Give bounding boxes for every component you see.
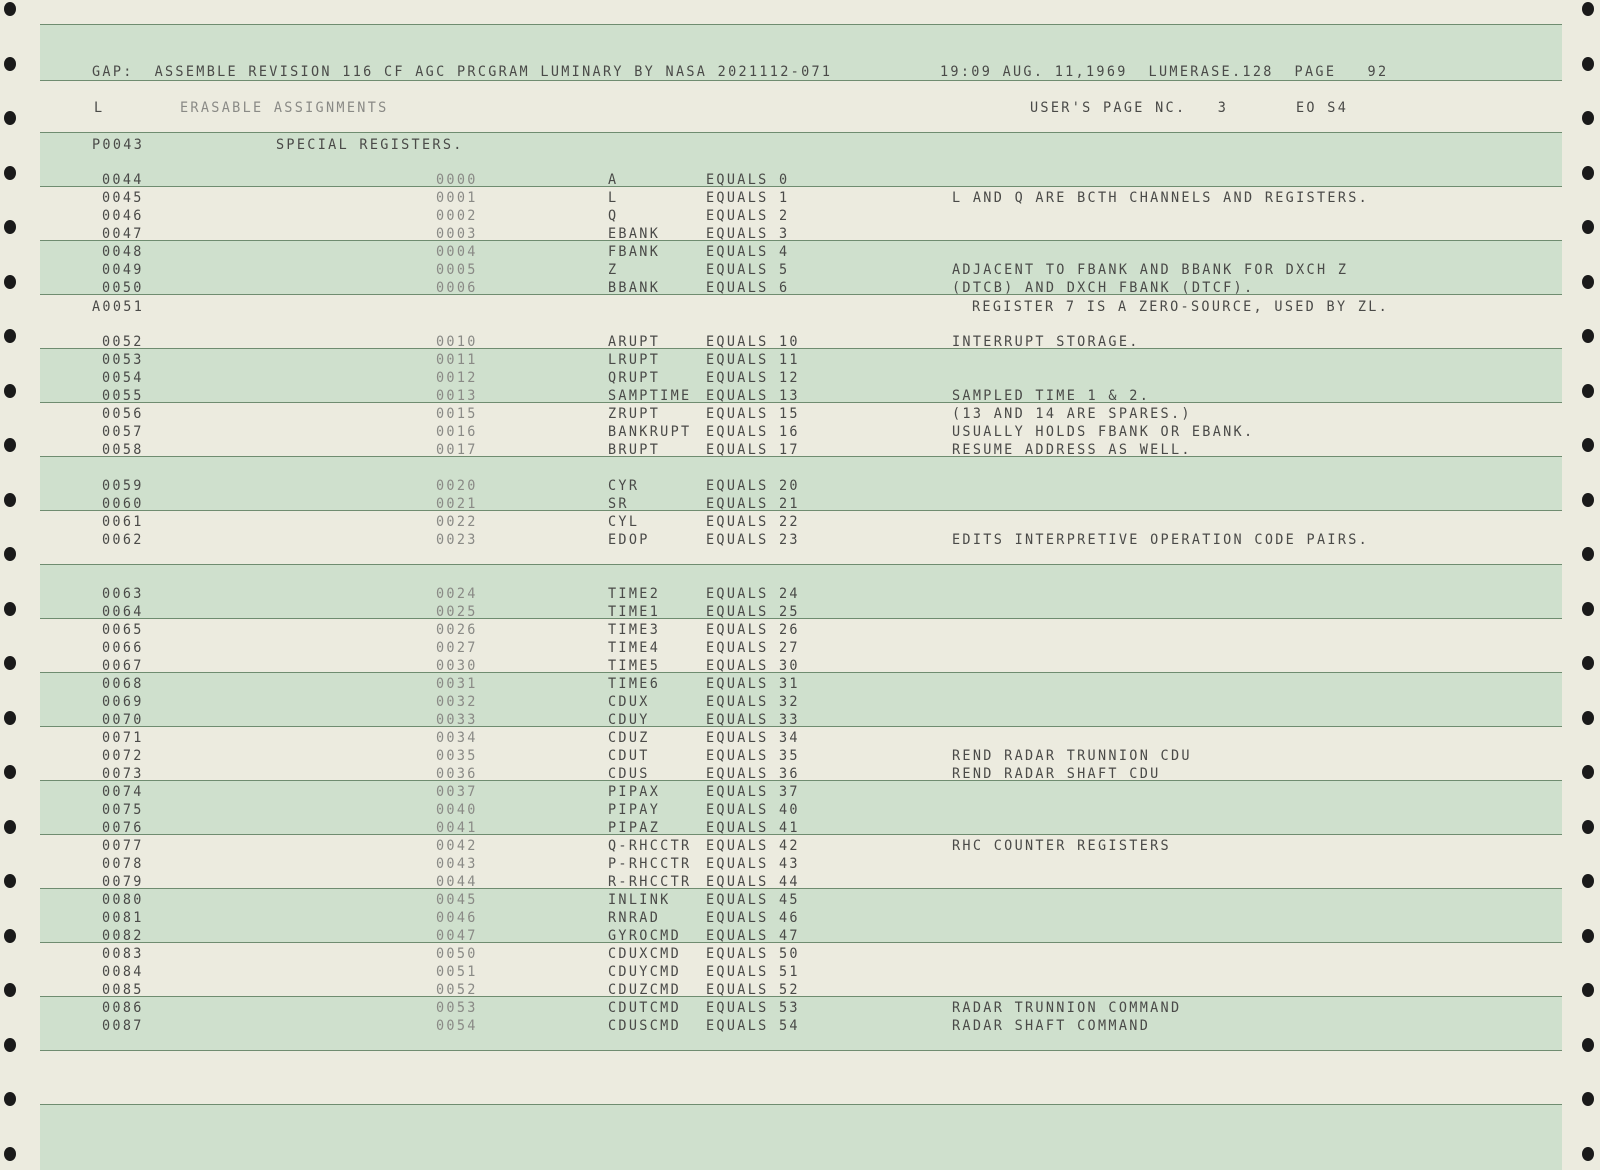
octal-address: 0047 xyxy=(436,927,478,945)
line-number: 0082 xyxy=(102,927,144,945)
register-name: PIPAZ xyxy=(608,819,661,837)
octal-address: 0005 xyxy=(436,261,478,279)
line-number: 0067 xyxy=(102,657,144,675)
line-number: 0079 xyxy=(102,873,144,891)
register-name: ZRUPT xyxy=(608,405,661,423)
equals-value: EQUALS 23 xyxy=(706,531,800,549)
comment: L AND Q ARE BCTH CHANNELS AND REGISTERS. xyxy=(952,189,1370,207)
feed-hole xyxy=(1582,329,1594,343)
paper-band xyxy=(40,348,1562,402)
octal-address: 0011 xyxy=(436,351,478,369)
feed-hole xyxy=(4,329,16,343)
paper-band xyxy=(40,780,1562,834)
octal-address: 0002 xyxy=(436,207,478,225)
register-name: CDUTCMD xyxy=(608,999,681,1017)
line-number: 0048 xyxy=(102,243,144,261)
octal-address: 0044 xyxy=(436,873,478,891)
feed-hole xyxy=(4,2,16,16)
line-number: 0053 xyxy=(102,351,144,369)
comment: RHC COUNTER REGISTERS xyxy=(952,837,1171,855)
line-number: 0077 xyxy=(102,837,144,855)
equals-value: EQUALS 21 xyxy=(706,495,800,513)
octal-address: 0017 xyxy=(436,441,478,459)
equals-value: EQUALS 0 xyxy=(706,171,790,189)
register-name: CDUXCMD xyxy=(608,945,681,963)
printout-sheet xyxy=(40,24,1562,1170)
equals-value: EQUALS 30 xyxy=(706,657,800,675)
comment: USUALLY HOLDS FBANK OR EBANK. xyxy=(952,423,1255,441)
octal-address: 0050 xyxy=(436,945,478,963)
line-number: 0069 xyxy=(102,693,144,711)
line-number: 0056 xyxy=(102,405,144,423)
paper-rule xyxy=(40,132,1562,133)
paper-rule xyxy=(40,294,1562,295)
register-name: P-RHCCTR xyxy=(608,855,692,873)
section-title: ERASABLE ASSIGNMENTS xyxy=(180,99,389,117)
comment: RESUME ADDRESS AS WELL. xyxy=(952,441,1192,459)
paper-rule xyxy=(40,510,1562,511)
feed-hole xyxy=(1582,111,1594,125)
octal-address: 0027 xyxy=(436,639,478,657)
feed-hole xyxy=(4,438,16,452)
paper-rule xyxy=(40,618,1562,619)
register-name: Q xyxy=(608,207,619,225)
register-name: EBANK xyxy=(608,225,661,243)
register-name: TIME2 xyxy=(608,585,661,603)
octal-address: 0045 xyxy=(436,891,478,909)
feed-hole xyxy=(4,166,16,180)
octal-address: 0032 xyxy=(436,693,478,711)
p-line-text: SPECIAL REGISTERS. xyxy=(276,136,464,154)
feed-hole xyxy=(4,983,16,997)
line-number: 0081 xyxy=(102,909,144,927)
octal-address: 0004 xyxy=(436,243,478,261)
feed-hole xyxy=(1582,656,1594,670)
octal-address: 0024 xyxy=(436,585,478,603)
feed-hole xyxy=(1582,166,1594,180)
line-number: 0065 xyxy=(102,621,144,639)
feed-hole xyxy=(4,1092,16,1106)
line-number: 0085 xyxy=(102,981,144,999)
paper-band xyxy=(40,1104,1562,1170)
octal-address: 0043 xyxy=(436,855,478,873)
equals-value: EQUALS 45 xyxy=(706,891,800,909)
equals-value: EQUALS 22 xyxy=(706,513,800,531)
equals-value: EQUALS 11 xyxy=(706,351,800,369)
line-number: 0076 xyxy=(102,819,144,837)
equals-value: EQUALS 4 xyxy=(706,243,790,261)
feed-hole xyxy=(4,384,16,398)
paper-rule xyxy=(40,780,1562,781)
paper-rule xyxy=(40,456,1562,457)
equals-value: EQUALS 3 xyxy=(706,225,790,243)
octal-address: 0052 xyxy=(436,981,478,999)
line-number: 0049 xyxy=(102,261,144,279)
line-number: 0062 xyxy=(102,531,144,549)
feed-hole xyxy=(4,57,16,71)
octal-address: 0003 xyxy=(436,225,478,243)
octal-address: 0013 xyxy=(436,387,478,405)
register-name: Q-RHCCTR xyxy=(608,837,692,855)
register-name: CDUSCMD xyxy=(608,1017,681,1035)
feed-hole xyxy=(1582,384,1594,398)
register-name: CDUZCMD xyxy=(608,981,681,999)
register-name: A xyxy=(608,171,619,189)
user-page-number: USER'S PAGE NC. 3 xyxy=(1030,99,1229,117)
register-name: LRUPT xyxy=(608,351,661,369)
line-number: 0073 xyxy=(102,765,144,783)
line-number: 0044 xyxy=(102,171,144,189)
comment: (DTCB) AND DXCH FBANK (DTCF). xyxy=(952,279,1255,297)
register-name: PIPAY xyxy=(608,801,661,819)
octal-address: 0001 xyxy=(436,189,478,207)
register-name: EDOP xyxy=(608,531,650,549)
register-name: CDUX xyxy=(608,693,650,711)
paper-rule xyxy=(40,942,1562,943)
a-line-comment: REGISTER 7 IS A ZERO-SOURCE, USED BY ZL. xyxy=(972,298,1390,316)
paper-rule xyxy=(40,348,1562,349)
equals-value: EQUALS 12 xyxy=(706,369,800,387)
equals-value: EQUALS 34 xyxy=(706,729,800,747)
comment: REND RADAR TRUNNION CDU xyxy=(952,747,1192,765)
octal-address: 0016 xyxy=(436,423,478,441)
line-number: 0047 xyxy=(102,225,144,243)
register-name: CDUS xyxy=(608,765,650,783)
equals-value: EQUALS 42 xyxy=(706,837,800,855)
equals-value: EQUALS 51 xyxy=(706,963,800,981)
register-name: BBANK xyxy=(608,279,661,297)
register-name: L xyxy=(608,189,619,207)
equals-value: EQUALS 54 xyxy=(706,1017,800,1035)
paper-band xyxy=(40,672,1562,726)
register-name: R-RHCCTR xyxy=(608,873,692,891)
equals-value: EQUALS 46 xyxy=(706,909,800,927)
feed-hole xyxy=(1582,602,1594,616)
feed-hole xyxy=(1582,275,1594,289)
comment: RADAR TRUNNION COMMAND xyxy=(952,999,1182,1017)
line-number: 0087 xyxy=(102,1017,144,1035)
feed-hole xyxy=(1582,547,1594,561)
feed-hole xyxy=(4,656,16,670)
line-number: 0050 xyxy=(102,279,144,297)
paper-rule xyxy=(40,996,1562,997)
octal-address: 0053 xyxy=(436,999,478,1017)
line-number: 0063 xyxy=(102,585,144,603)
p-line-number: P0043 xyxy=(92,136,145,154)
octal-address: 0036 xyxy=(436,765,478,783)
equals-value: EQUALS 31 xyxy=(706,675,800,693)
paper-rule xyxy=(40,1050,1562,1051)
octal-address: 0021 xyxy=(436,495,478,513)
paper-rule xyxy=(40,240,1562,241)
register-name: FBANK xyxy=(608,243,661,261)
paper-band xyxy=(40,888,1562,942)
equals-value: EQUALS 52 xyxy=(706,981,800,999)
paper-band xyxy=(40,996,1562,1050)
octal-address: 0020 xyxy=(436,477,478,495)
paper-band xyxy=(40,564,1562,618)
equals-value: EQUALS 13 xyxy=(706,387,800,405)
feed-hole xyxy=(4,1147,16,1161)
header-timestamp: 19:09 AUG. 11,1969 LUMERASE.128 PAGE 92 xyxy=(940,63,1389,81)
paper-band xyxy=(40,456,1562,510)
paper-band xyxy=(40,132,1562,186)
paper-rule xyxy=(40,834,1562,835)
octal-address: 0000 xyxy=(436,171,478,189)
feed-hole xyxy=(1582,874,1594,888)
octal-address: 0026 xyxy=(436,621,478,639)
register-name: CYL xyxy=(608,513,640,531)
octal-address: 0023 xyxy=(436,531,478,549)
equals-value: EQUALS 17 xyxy=(706,441,800,459)
feed-hole xyxy=(1582,493,1594,507)
register-name: BANKRUPT xyxy=(608,423,692,441)
equals-value: EQUALS 47 xyxy=(706,927,800,945)
register-name: CYR xyxy=(608,477,640,495)
register-name: ARUPT xyxy=(608,333,661,351)
register-name: TIME6 xyxy=(608,675,661,693)
register-name: PIPAX xyxy=(608,783,661,801)
equals-value: EQUALS 15 xyxy=(706,405,800,423)
feed-hole xyxy=(1582,1147,1594,1161)
paper-rule xyxy=(40,672,1562,673)
line-number: 0086 xyxy=(102,999,144,1017)
equals-value: EQUALS 43 xyxy=(706,855,800,873)
comment: ADJACENT TO FBANK AND BBANK FOR DXCH Z xyxy=(952,261,1349,279)
register-name: GYROCMD xyxy=(608,927,681,945)
line-number: 0084 xyxy=(102,963,144,981)
line-number: 0054 xyxy=(102,369,144,387)
equals-value: EQUALS 36 xyxy=(706,765,800,783)
octal-address: 0022 xyxy=(436,513,478,531)
line-number: 0061 xyxy=(102,513,144,531)
line-number: 0072 xyxy=(102,747,144,765)
equals-value: EQUALS 53 xyxy=(706,999,800,1017)
comment: EDITS INTERPRETIVE OPERATION CODE PAIRS. xyxy=(952,531,1370,549)
feed-hole xyxy=(4,874,16,888)
line-number: 0045 xyxy=(102,189,144,207)
equals-value: EQUALS 50 xyxy=(706,945,800,963)
line-number: 0064 xyxy=(102,603,144,621)
register-name: SAMPTIME xyxy=(608,387,692,405)
equals-value: EQUALS 44 xyxy=(706,873,800,891)
header-marker: L xyxy=(94,99,105,117)
line-number: 0080 xyxy=(102,891,144,909)
register-name: QRUPT xyxy=(608,369,661,387)
paper-rule xyxy=(40,24,1562,25)
octal-address: 0033 xyxy=(436,711,478,729)
octal-address: 0034 xyxy=(436,729,478,747)
register-name: CDUZ xyxy=(608,729,650,747)
equals-value: EQUALS 20 xyxy=(706,477,800,495)
equals-value: EQUALS 2 xyxy=(706,207,790,225)
line-number: 0060 xyxy=(102,495,144,513)
register-name: Z xyxy=(608,261,619,279)
equals-value: EQUALS 27 xyxy=(706,639,800,657)
register-name: TIME4 xyxy=(608,639,661,657)
line-number: 0075 xyxy=(102,801,144,819)
octal-address: 0015 xyxy=(436,405,478,423)
paper-rule xyxy=(40,888,1562,889)
line-number: 0078 xyxy=(102,855,144,873)
octal-address: 0042 xyxy=(436,837,478,855)
feed-hole xyxy=(1582,1038,1594,1052)
feed-hole xyxy=(1582,929,1594,943)
feed-hole xyxy=(4,220,16,234)
feed-hole xyxy=(1582,220,1594,234)
feed-hole xyxy=(4,493,16,507)
register-name: BRUPT xyxy=(608,441,661,459)
equals-value: EQUALS 1 xyxy=(706,189,790,207)
register-name: TIME3 xyxy=(608,621,661,639)
header-assembly-line: GAP: ASSEMBLE REVISION 116 CF AGC PRCGRAM LUMINARY BY NASA 2021112-071 xyxy=(92,63,833,81)
equals-value: EQUALS 41 xyxy=(706,819,800,837)
equals-value: EQUALS 6 xyxy=(706,279,790,297)
register-name: SR xyxy=(608,495,629,513)
eo-label: EO S4 xyxy=(1296,99,1349,117)
feed-hole xyxy=(4,547,16,561)
register-name: RNRAD xyxy=(608,909,661,927)
equals-value: EQUALS 10 xyxy=(706,333,800,351)
register-name: TIME5 xyxy=(608,657,661,675)
line-number: 0059 xyxy=(102,477,144,495)
line-number: 0055 xyxy=(102,387,144,405)
octal-address: 0035 xyxy=(436,747,478,765)
register-name: CDUYCMD xyxy=(608,963,681,981)
feed-hole xyxy=(1582,57,1594,71)
feed-hole xyxy=(4,929,16,943)
comment: REND RADAR SHAFT CDU xyxy=(952,765,1161,783)
comment: INTERRUPT STORAGE. xyxy=(952,333,1140,351)
line-number: 0057 xyxy=(102,423,144,441)
line-number: 0070 xyxy=(102,711,144,729)
feed-hole xyxy=(1582,820,1594,834)
feed-hole xyxy=(4,711,16,725)
feed-hole xyxy=(4,820,16,834)
octal-address: 0006 xyxy=(436,279,478,297)
equals-value: EQUALS 25 xyxy=(706,603,800,621)
comment: SAMPLED TIME 1 & 2. xyxy=(952,387,1151,405)
equals-value: EQUALS 40 xyxy=(706,801,800,819)
line-number: 0046 xyxy=(102,207,144,225)
feed-hole xyxy=(4,602,16,616)
equals-value: EQUALS 35 xyxy=(706,747,800,765)
paper-rule xyxy=(40,1104,1562,1105)
line-number: 0071 xyxy=(102,729,144,747)
comment: RADAR SHAFT COMMAND xyxy=(952,1017,1151,1035)
octal-address: 0012 xyxy=(436,369,478,387)
register-name: CDUY xyxy=(608,711,650,729)
line-number: 0083 xyxy=(102,945,144,963)
register-name: TIME1 xyxy=(608,603,661,621)
octal-address: 0054 xyxy=(436,1017,478,1035)
equals-value: EQUALS 5 xyxy=(706,261,790,279)
paper-rule xyxy=(40,726,1562,727)
a-line-number: A0051 xyxy=(92,298,145,316)
equals-value: EQUALS 33 xyxy=(706,711,800,729)
equals-value: EQUALS 26 xyxy=(706,621,800,639)
feed-hole xyxy=(1582,765,1594,779)
feed-hole xyxy=(1582,1092,1594,1106)
feed-hole xyxy=(4,1038,16,1052)
feed-hole xyxy=(1582,2,1594,16)
octal-address: 0051 xyxy=(436,963,478,981)
feed-hole xyxy=(4,765,16,779)
feed-hole xyxy=(4,111,16,125)
octal-address: 0041 xyxy=(436,819,478,837)
octal-address: 0025 xyxy=(436,603,478,621)
feed-hole xyxy=(1582,438,1594,452)
equals-value: EQUALS 16 xyxy=(706,423,800,441)
feed-hole xyxy=(1582,983,1594,997)
octal-address: 0046 xyxy=(436,909,478,927)
line-number: 0068 xyxy=(102,675,144,693)
octal-address: 0030 xyxy=(436,657,478,675)
feed-hole xyxy=(4,275,16,289)
paper-rule xyxy=(40,402,1562,403)
line-number: 0058 xyxy=(102,441,144,459)
line-number: 0052 xyxy=(102,333,144,351)
octal-address: 0010 xyxy=(436,333,478,351)
line-number: 0066 xyxy=(102,639,144,657)
comment: (13 AND 14 ARE SPARES.) xyxy=(952,405,1192,423)
octal-address: 0031 xyxy=(436,675,478,693)
equals-value: EQUALS 32 xyxy=(706,693,800,711)
equals-value: EQUALS 37 xyxy=(706,783,800,801)
paper-rule xyxy=(40,564,1562,565)
line-number: 0074 xyxy=(102,783,144,801)
octal-address: 0037 xyxy=(436,783,478,801)
register-name: CDUT xyxy=(608,747,650,765)
paper-rule xyxy=(40,186,1562,187)
register-name: INLINK xyxy=(608,891,671,909)
feed-hole xyxy=(1582,711,1594,725)
octal-address: 0040 xyxy=(436,801,478,819)
equals-value: EQUALS 24 xyxy=(706,585,800,603)
